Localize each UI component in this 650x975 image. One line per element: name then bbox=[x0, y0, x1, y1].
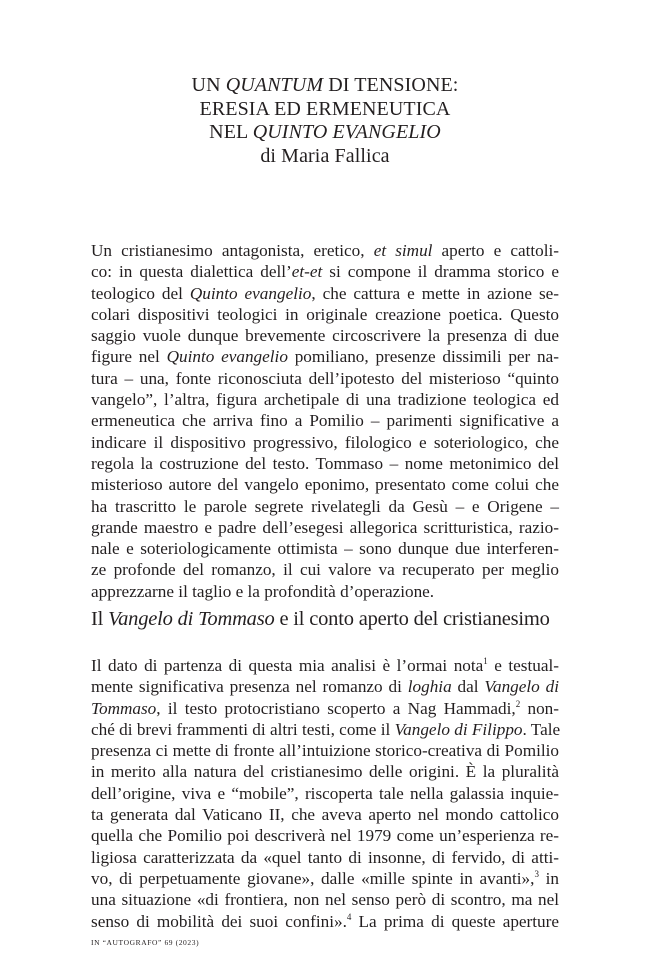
text-line: quella che Pomilio poi descriverà nel 1979 come un’esperienza re- bbox=[91, 826, 559, 846]
page-footer: IN “AUTOGRAFO” 69 (2023) bbox=[91, 938, 200, 947]
text-line: regola la costruzione del testo. Tommaso – nome metonimico del bbox=[91, 453, 559, 473]
text-line: ligiosa caratterizzata da «quel tanto di insonne, di fervido, di atti- bbox=[91, 847, 559, 867]
footnote-ref[interactable]: 2 bbox=[515, 698, 521, 709]
text-line: figure nel Quinto evangelio pomiliano, presenze dissimili per na- bbox=[91, 347, 559, 367]
text-line: tura – una, fonte riconosciuta dell’ipotesto del misterioso “quinto bbox=[91, 368, 559, 388]
article-author: di Maria Fallica bbox=[260, 144, 390, 167]
text-line: Il dato di partenza di questa mia analisi è l’ormai nota$^1$ e testual- bbox=[91, 656, 559, 675]
text-line: ché di brevi frammenti di altri testi, come il Vangelo di Filippo. Tale bbox=[91, 719, 561, 739]
text-line: ta generata dal Vaticano II, che aveva aperto nel mondo cattolico bbox=[91, 805, 559, 825]
text-line: indicare il dispositivo progressivo, filologico e soteriologico, che bbox=[91, 432, 559, 452]
text-line: ze profonde del romanzo, il cui valore va recuperato per meglio bbox=[91, 560, 559, 580]
text-line: colari dispositivi teologici in originale creazione poetica. Questo bbox=[91, 304, 559, 324]
text-line: nale e soteriologicamente ottimista – sono dunque due interferen- bbox=[91, 539, 559, 559]
title-line-2: ERESIA ED ERMENEUTICA bbox=[199, 97, 451, 120]
text-line: vo, di perpetuamente giovane», dalle «mille spinte in avanti»,$^3$ in bbox=[91, 868, 559, 888]
article-title bbox=[0, 74, 650, 168]
text-line: senso di mobilità dei suoi confini».$^4$ La prima di queste aperture bbox=[91, 911, 559, 931]
text-line: dell’origine, viva e “mobile”, riscoperta tale nella galassia inquie- bbox=[91, 783, 559, 803]
section-heading: Il Vangelo di Tommaso e il conto aperto del cristianesimo bbox=[91, 608, 550, 630]
text-line: Un cristianesimo antagonista, eretico, et simul aperto e cattoli- bbox=[91, 241, 560, 260]
text-line: grande maestro e padre dell’esegesi allegorica scritturistica, razio- bbox=[91, 517, 559, 537]
text-line: presenza ci mette di fronte all’intuizione storico-creativa di Pomilio bbox=[91, 741, 559, 761]
text-line: ermeneutica che arriva fino a Pomilio – parimenti significative a bbox=[91, 411, 559, 431]
body-paragraph bbox=[91, 655, 559, 932]
text-line: saggio vuole dunque brevemente circoscrivere la presenza di due bbox=[91, 326, 559, 346]
text-line: misterioso autore del vangelo eponimo, presentato come colui che bbox=[91, 475, 559, 495]
text-line: una situazione «di frontiera, non nel senso però di scontro, ma nel bbox=[91, 890, 559, 910]
text-line: mente significativa presenza nel romanzo di loghia dal Vangelo di bbox=[91, 677, 559, 697]
title-line-3: NEL QUINTO EVANGELIO bbox=[209, 121, 441, 143]
text-line: vangelo”, l’altra, figura archetipale di una tradizione teologica ed bbox=[91, 390, 559, 410]
text-line: in merito alla natura del cristianesimo delle origini. È la pluralità bbox=[91, 762, 559, 782]
text-line: ha trascritto le parole segrete rivelategli da Gesù – e Origene – bbox=[91, 496, 559, 516]
text-line: co: in questa dialettica dell’et-et si compone il dramma storico e bbox=[91, 262, 559, 282]
title-line-1: UN QUANTUM DI TENSIONE: bbox=[191, 74, 459, 96]
footnote-ref[interactable]: 4 bbox=[346, 911, 352, 922]
footnote-ref[interactable]: 1 bbox=[483, 656, 488, 666]
text-line: Tommaso, il testo protocristiano scoperto a Nag Hammadi,$^2$ non- bbox=[91, 698, 559, 718]
footnote-ref[interactable]: 3 bbox=[534, 868, 539, 879]
text-line: apprezzarne il taglio e la profondità d’operazione. bbox=[91, 581, 435, 601]
intro-paragraph bbox=[91, 240, 559, 602]
text-line: teologico del Quinto evangelio, che cattura e mette in azione se- bbox=[91, 283, 559, 303]
